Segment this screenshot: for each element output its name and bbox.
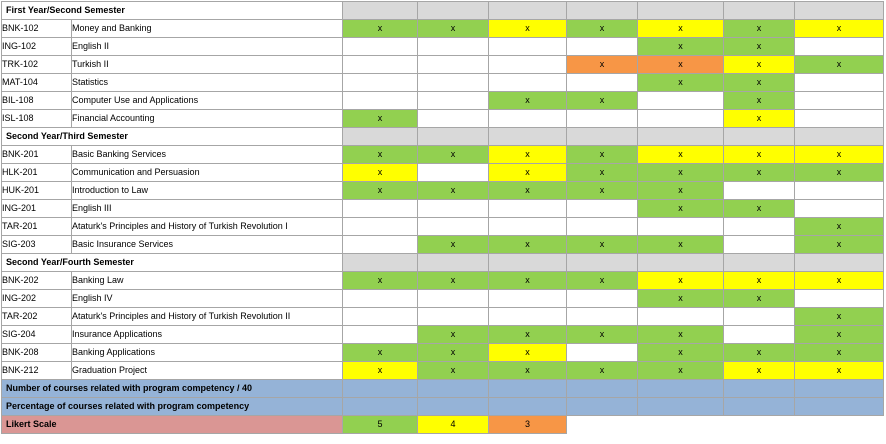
competency-cell: x — [489, 236, 567, 254]
competency-cell: x — [795, 56, 884, 74]
section-header-cell — [489, 254, 567, 272]
competency-cell — [489, 74, 567, 92]
competency-cell — [567, 38, 638, 56]
section-header-cell — [418, 254, 489, 272]
competency-cell — [343, 56, 418, 74]
course-name: Graduation Project — [72, 362, 343, 380]
section-title: Second Year/Third Semester — [2, 128, 343, 146]
competency-cell — [724, 218, 795, 236]
course-code: ING-201 — [2, 200, 72, 218]
section-header-cell — [567, 254, 638, 272]
competency-cell — [638, 308, 724, 326]
section-header-cell — [724, 2, 795, 20]
section-header-cell — [567, 128, 638, 146]
competency-cell — [795, 74, 884, 92]
course-row — [2, 362, 884, 380]
competency-cell: x — [418, 272, 489, 290]
competency-cell: x — [724, 164, 795, 182]
competency-cell — [795, 92, 884, 110]
section-header-cell — [418, 2, 489, 20]
course-name: Banking Applications — [72, 344, 343, 362]
competency-cell: x — [638, 236, 724, 254]
competency-cell — [418, 218, 489, 236]
competency-cell: x — [724, 344, 795, 362]
competency-cell: x — [567, 92, 638, 110]
competency-cell: x — [418, 362, 489, 380]
course-code: BNK-208 — [2, 344, 72, 362]
table-body — [2, 2, 884, 434]
competency-cell — [418, 110, 489, 128]
competency-cell — [418, 290, 489, 308]
summary-cell — [795, 380, 884, 398]
section-header-cell — [343, 128, 418, 146]
competency-cell — [567, 200, 638, 218]
course-name: English IV — [72, 290, 343, 308]
competency-cell — [567, 308, 638, 326]
likert-blank-cell — [724, 416, 795, 434]
course-code: ING-102 — [2, 38, 72, 56]
competency-cell: x — [795, 164, 884, 182]
competency-cell — [795, 200, 884, 218]
course-row — [2, 272, 884, 290]
course-code: TRK-102 — [2, 56, 72, 74]
course-name: Insurance Applications — [72, 326, 343, 344]
summary-cell — [638, 380, 724, 398]
course-code: ING-202 — [2, 290, 72, 308]
competency-cell: x — [343, 182, 418, 200]
competency-cell: x — [489, 182, 567, 200]
summary-cell — [795, 398, 884, 416]
competency-cell: x — [724, 200, 795, 218]
section-header-cell — [724, 128, 795, 146]
competency-cell: x — [638, 56, 724, 74]
competency-cell — [343, 236, 418, 254]
course-row — [2, 74, 884, 92]
summary-cell — [489, 380, 567, 398]
summary-label: Number of courses related with program competency / 40 — [2, 380, 343, 398]
competency-cell — [343, 92, 418, 110]
competency-cell: x — [489, 344, 567, 362]
competency-cell: x — [724, 362, 795, 380]
competency-cell — [724, 326, 795, 344]
course-row — [2, 182, 884, 200]
course-row — [2, 146, 884, 164]
competency-cell: x — [567, 326, 638, 344]
section-header-row — [2, 254, 884, 272]
course-name: English III — [72, 200, 343, 218]
course-code: TAR-202 — [2, 308, 72, 326]
competency-cell — [343, 308, 418, 326]
course-code: TAR-201 — [2, 218, 72, 236]
section-header-cell — [567, 2, 638, 20]
competency-cell: x — [489, 146, 567, 164]
competency-cell — [418, 308, 489, 326]
competency-cell — [489, 56, 567, 74]
section-header-cell — [489, 2, 567, 20]
course-row — [2, 92, 884, 110]
section-header-cell — [795, 2, 884, 20]
competency-cell: x — [638, 38, 724, 56]
competency-cell — [489, 308, 567, 326]
section-header-row — [2, 2, 884, 20]
competency-cell — [418, 38, 489, 56]
competency-cell: x — [418, 20, 489, 38]
likert-scale-row — [2, 416, 884, 434]
course-row — [2, 200, 884, 218]
section-header-cell — [795, 254, 884, 272]
competency-matrix-table — [1, 1, 884, 434]
competency-cell: x — [724, 92, 795, 110]
competency-cell: x — [343, 110, 418, 128]
competency-cell: x — [795, 344, 884, 362]
section-title: Second Year/Fourth Semester — [2, 254, 343, 272]
course-row — [2, 236, 884, 254]
competency-cell: x — [795, 218, 884, 236]
course-name: Turkish II — [72, 56, 343, 74]
competency-cell: x — [567, 272, 638, 290]
competency-cell: x — [795, 308, 884, 326]
likert-blank-cell — [795, 416, 884, 434]
competency-cell: x — [795, 236, 884, 254]
course-code: BNK-102 — [2, 20, 72, 38]
summary-cell — [343, 380, 418, 398]
section-header-cell — [638, 2, 724, 20]
course-code: MAT-104 — [2, 74, 72, 92]
competency-cell: x — [638, 146, 724, 164]
competency-cell: x — [724, 74, 795, 92]
competency-cell: x — [418, 236, 489, 254]
competency-cell — [343, 200, 418, 218]
competency-cell: x — [489, 164, 567, 182]
course-name: Statistics — [72, 74, 343, 92]
competency-cell: x — [567, 236, 638, 254]
summary-cell — [567, 398, 638, 416]
course-row — [2, 218, 884, 236]
course-code: BNK-201 — [2, 146, 72, 164]
competency-cell: x — [343, 362, 418, 380]
summary-row — [2, 398, 884, 416]
competency-cell — [489, 218, 567, 236]
competency-cell — [567, 290, 638, 308]
competency-cell — [418, 200, 489, 218]
competency-cell: x — [418, 146, 489, 164]
section-header-cell — [638, 254, 724, 272]
competency-cell — [567, 218, 638, 236]
competency-cell: x — [795, 146, 884, 164]
section-header-cell — [343, 254, 418, 272]
course-row — [2, 344, 884, 362]
course-row — [2, 38, 884, 56]
competency-cell: x — [489, 362, 567, 380]
competency-cell — [418, 56, 489, 74]
competency-cell: x — [418, 326, 489, 344]
competency-cell: x — [343, 272, 418, 290]
likert-value-cell: 4 — [418, 416, 489, 434]
competency-cell: x — [638, 182, 724, 200]
section-header-cell — [489, 128, 567, 146]
competency-cell: x — [343, 344, 418, 362]
competency-cell: x — [567, 164, 638, 182]
competency-cell — [795, 182, 884, 200]
likert-scale-label: Likert Scale — [2, 416, 343, 434]
competency-cell: x — [724, 110, 795, 128]
competency-cell: x — [567, 182, 638, 200]
course-row — [2, 290, 884, 308]
competency-cell: x — [638, 20, 724, 38]
course-row — [2, 56, 884, 74]
competency-cell — [567, 344, 638, 362]
course-code: HUK-201 — [2, 182, 72, 200]
section-header-cell — [724, 254, 795, 272]
competency-cell — [567, 74, 638, 92]
competency-cell: x — [638, 362, 724, 380]
competency-cell — [418, 92, 489, 110]
section-header-cell — [795, 128, 884, 146]
competency-cell: x — [724, 38, 795, 56]
summary-cell — [724, 398, 795, 416]
competency-cell: x — [724, 290, 795, 308]
course-name: Communication and Persuasion — [72, 164, 343, 182]
competency-cell: x — [795, 20, 884, 38]
likert-value-cell: 3 — [489, 416, 567, 434]
competency-cell — [343, 326, 418, 344]
competency-cell — [489, 200, 567, 218]
competency-cell: x — [567, 20, 638, 38]
section-header-cell — [418, 128, 489, 146]
course-name: Ataturk's Principles and History of Turkish Revolution I — [72, 218, 343, 236]
section-title: First Year/Second Semester — [2, 2, 343, 20]
competency-cell — [418, 74, 489, 92]
course-name: Basic Insurance Services — [72, 236, 343, 254]
competency-cell — [343, 290, 418, 308]
competency-cell: x — [638, 164, 724, 182]
competency-cell: x — [343, 164, 418, 182]
course-code: SIG-204 — [2, 326, 72, 344]
competency-cell — [489, 290, 567, 308]
course-name: Money and Banking — [72, 20, 343, 38]
competency-cell: x — [724, 20, 795, 38]
likert-blank-cell — [638, 416, 724, 434]
competency-cell: x — [567, 146, 638, 164]
summary-cell — [724, 380, 795, 398]
competency-cell: x — [795, 362, 884, 380]
competency-cell — [795, 290, 884, 308]
course-code: BNK-212 — [2, 362, 72, 380]
summary-cell — [343, 398, 418, 416]
competency-cell: x — [724, 272, 795, 290]
competency-cell — [795, 38, 884, 56]
course-name: Ataturk's Principles and History of Turkish Revolution II — [72, 308, 343, 326]
competency-cell — [343, 218, 418, 236]
course-name: English II — [72, 38, 343, 56]
competency-cell: x — [638, 290, 724, 308]
competency-cell: x — [638, 272, 724, 290]
summary-cell — [418, 380, 489, 398]
competency-cell: x — [795, 326, 884, 344]
competency-cell: x — [638, 344, 724, 362]
competency-cell: x — [489, 20, 567, 38]
course-name: Banking Law — [72, 272, 343, 290]
summary-cell — [418, 398, 489, 416]
summary-row — [2, 380, 884, 398]
competency-cell — [795, 110, 884, 128]
competency-cell: x — [638, 200, 724, 218]
competency-cell — [418, 164, 489, 182]
summary-label: Percentage of courses related with program competency — [2, 398, 343, 416]
course-name: Basic Banking Services — [72, 146, 343, 164]
competency-cell — [724, 308, 795, 326]
section-header-cell — [343, 2, 418, 20]
competency-cell: x — [795, 272, 884, 290]
competency-cell: x — [343, 146, 418, 164]
course-name: Computer Use and Applications — [72, 92, 343, 110]
course-code: SIG-203 — [2, 236, 72, 254]
competency-cell: x — [489, 272, 567, 290]
competency-cell: x — [724, 56, 795, 74]
summary-cell — [567, 380, 638, 398]
course-name: Introduction to Law — [72, 182, 343, 200]
course-row — [2, 20, 884, 38]
competency-cell — [343, 38, 418, 56]
course-code: BIL-108 — [2, 92, 72, 110]
section-header-cell — [638, 128, 724, 146]
course-code: BNK-202 — [2, 272, 72, 290]
course-row — [2, 308, 884, 326]
course-code: ISL-108 — [2, 110, 72, 128]
competency-cell — [343, 74, 418, 92]
summary-cell — [638, 398, 724, 416]
course-row — [2, 326, 884, 344]
course-row — [2, 164, 884, 182]
competency-cell — [489, 38, 567, 56]
competency-cell: x — [724, 146, 795, 164]
competency-cell — [567, 110, 638, 128]
competency-cell — [724, 182, 795, 200]
competency-cell: x — [567, 362, 638, 380]
competency-cell — [489, 110, 567, 128]
competency-cell — [724, 236, 795, 254]
competency-cell: x — [489, 92, 567, 110]
course-row — [2, 110, 884, 128]
competency-cell: x — [638, 326, 724, 344]
competency-cell: x — [567, 56, 638, 74]
competency-cell — [638, 218, 724, 236]
competency-cell — [638, 110, 724, 128]
course-name: Financial Accounting — [72, 110, 343, 128]
competency-cell: x — [418, 182, 489, 200]
competency-cell: x — [343, 20, 418, 38]
likert-blank-cell — [567, 416, 638, 434]
section-header-row — [2, 128, 884, 146]
summary-cell — [489, 398, 567, 416]
competency-cell: x — [489, 326, 567, 344]
competency-cell: x — [638, 74, 724, 92]
course-code: HLK-201 — [2, 164, 72, 182]
competency-cell — [638, 92, 724, 110]
competency-cell: x — [418, 344, 489, 362]
likert-value-cell: 5 — [343, 416, 418, 434]
